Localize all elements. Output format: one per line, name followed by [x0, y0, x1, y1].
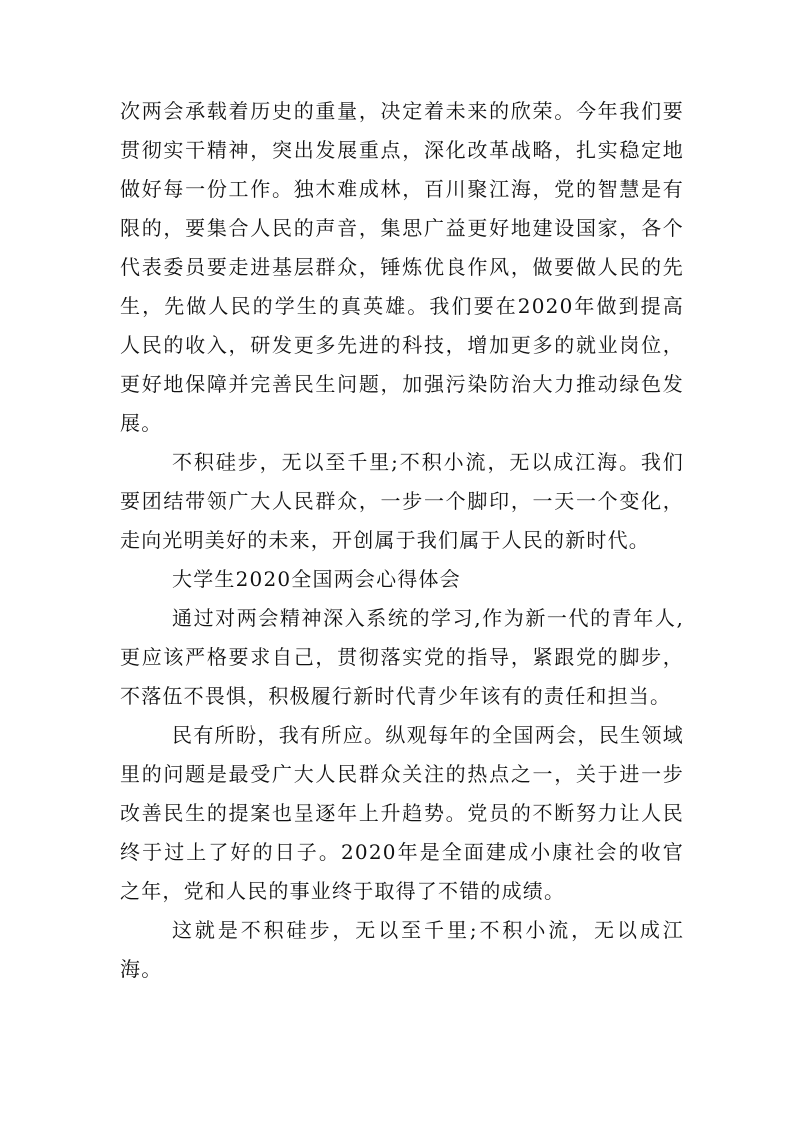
section-heading: 大学生2020全国两会心得体会	[172, 567, 461, 591]
body-paragraph-1: 次两会承载着历史的重量，决定着未来的欣荣。今年我们要贯彻实干精神，突出发展重点，深化改革战略，扎实稳定地做好每一份工作。独木难成林，百川聚江海，党的智慧是有限的，要集合人民的声音，集思广益更好地建设国家，各个代表委员要走进基层群众，锤炼优良作风，做要做人民的先生，先做人民的学生的真英雄。我们要在2020年做到提高人民的收入，研发更多先进的科技，增加更多的就业岗位，更好地保障并完善民生问题，加强污染防治大力推动绿色发展。	[120, 99, 684, 435]
body-paragraph-2: 不积硅步，无以至千里;不积小流，无以成江海。我们要团结带领广大人民群众，一步一个脚印，一天一个变化，走向光明美好的未来，开创属于我们属于人民的新时代。	[120, 450, 684, 552]
document-body	[120, 92, 684, 989]
body-paragraph-5: 这就是不积硅步，无以至千里;不积小流，无以成江海。	[120, 918, 684, 981]
body-paragraph-4: 民有所盼，我有所应。纵观每年的全国两会，民生领域里的问题是最受广大人民群众关注的热点之一，关于进一步改善民生的提案也呈逐年上升趋势。党员的不断努力让人民终于过上了好的日子。2020年是全面建成小康社会的收官之年，党和人民的事业终于取得了不错的成绩。	[120, 723, 684, 903]
body-paragraph-3: 通过对两会精神深入系统的学习,作为新一代的青年人,更应该严格要求自己，贯彻落实党的指导，紧跟党的脚步，不落伍不畏惧，积极履行新时代青少年该有的责任和担当。	[120, 606, 684, 708]
